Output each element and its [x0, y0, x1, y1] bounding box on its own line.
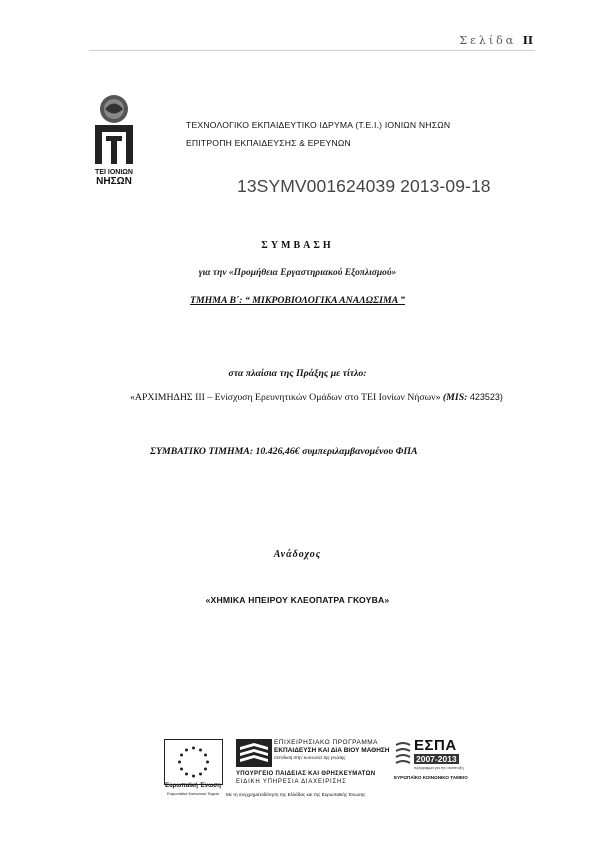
page-word: Σελίδα	[459, 34, 517, 47]
eu-label	[161, 783, 225, 797]
page-number	[459, 34, 533, 47]
cofinancing-text: Με τη συγχρηματοδότηση της Ελλάδας και της Ευρωπαϊκής Ένωσης	[226, 792, 366, 797]
eu-label-text: Ευρωπαϊκή Ένωση	[165, 783, 221, 789]
document-subtitle: για την «Προμήθεια Εργαστηριακού Εξοπλισμού»	[198, 268, 397, 278]
page-header	[89, 36, 535, 51]
espa-word: ΕΣΠΑ	[414, 737, 457, 754]
contractor-label: Ανάδοχος	[273, 549, 322, 560]
action-label: στα πλαίσια της Πράξης με τίτλο:	[228, 368, 367, 379]
eu-flag-icon	[164, 739, 223, 785]
mis-code: 423523)	[469, 392, 503, 402]
eu-sub-text: Ευρωπαϊκό Κοινωνικό Ταμείο	[167, 791, 219, 796]
contractor-name: «ΧΗΜΙΚΑ ΗΠΕΙΡΟΥ ΚΛΕΟΠΑΤΡΑ ΓΚΟΥΒΑ»	[205, 595, 390, 605]
lot-title: ΤΜΗΜΑ Β΄: “ ΜΙΚΡΟΒΙΟΛΟΓΙΚΑ ΑΝΑΛΩΣΙΜΑ ”	[189, 295, 406, 306]
ep-line3: επένδυση στην κοινωνία της γνώσης	[274, 756, 346, 761]
espa-sub: πρόγραμμα για την ανάπτυξη	[414, 766, 464, 770]
contract-price: ΣΥΜΒΑΤΙΚΟ ΤΙΜΗΜΑ: 10.426,46€ συμπεριλαμβανομένου ΦΠΑ	[150, 446, 418, 457]
page-number-value: II	[522, 34, 533, 47]
espa-years: 2007-2013	[416, 754, 457, 764]
eu-stars-icon	[165, 740, 222, 784]
funding-logos	[164, 735, 494, 801]
institution-name: ΤΕΧΝΟΛΟΓΙΚΟ ΕΚΠΑΙΔΕΥΤΙΚΟ ΙΔΡΥΜΑ (Τ.Ε.Ι.) ΙΟΝΙΩΝ ΝΗΣΩΝ	[186, 120, 451, 130]
espa-fund: ΕΥΡΩΠΑΪΚΟ ΚΟΙΝΩΝΙΚΟ ΤΑΜΕΙΟ	[394, 775, 468, 780]
ministry-line2: ΕΙΔΙΚΗ ΥΠΗΡΕΣΙΑ ΔΙΑΧΕΙΡΙΣΗΣ	[236, 779, 347, 785]
logo-caption	[86, 168, 142, 186]
project-title	[130, 389, 530, 406]
project-text: «ΑΡΧΙΜΗΔΗΣ ΙΙΙ – Ενίσχυση Ερευνητικών Ομάδων στο ΤΕΙ Ιονίων Νήσων»	[130, 392, 441, 403]
logo-caption-line1: ΤΕΙ ΙΟΝΙΩΝ	[95, 169, 133, 176]
espa-mark-icon	[394, 741, 412, 767]
diavgeia-stamp: 13SYMV001624039 2013-09-18	[237, 176, 491, 196]
operational-programme-logo	[234, 737, 389, 797]
committee-name: ΕΠΙΤΡΟΠΗ ΕΚΠΑΙΔΕΥΣΗΣ & ΕΡΕΥΝΩΝ	[186, 138, 351, 148]
ministry-line1: ΥΠΟΥΡΓΕΙΟ ΠΑΙΔΕΙΑΣ ΚΑΙ ΘΡΗΣΚΕΥΜΑΤΩΝ	[236, 771, 376, 777]
document-title: ΣΥΜΒΑΣΗ	[261, 240, 334, 251]
espa-logo	[394, 739, 494, 789]
book-icon	[236, 739, 272, 767]
mis-label: (MIS:	[442, 392, 468, 403]
logo-caption-line2: ΝΗΣΩΝ	[96, 176, 132, 187]
ep-line2: ΕΚΠΑΙΔΕΥΣΗ ΚΑΙ ΔΙΑ ΒΙΟΥ ΜΑΘΗΣΗ	[274, 747, 390, 754]
ep-line1: ΕΠΙΧΕΙΡΗΣΙΑΚΟ ΠΡΟΓΡΑΜΜΑ	[274, 739, 379, 746]
